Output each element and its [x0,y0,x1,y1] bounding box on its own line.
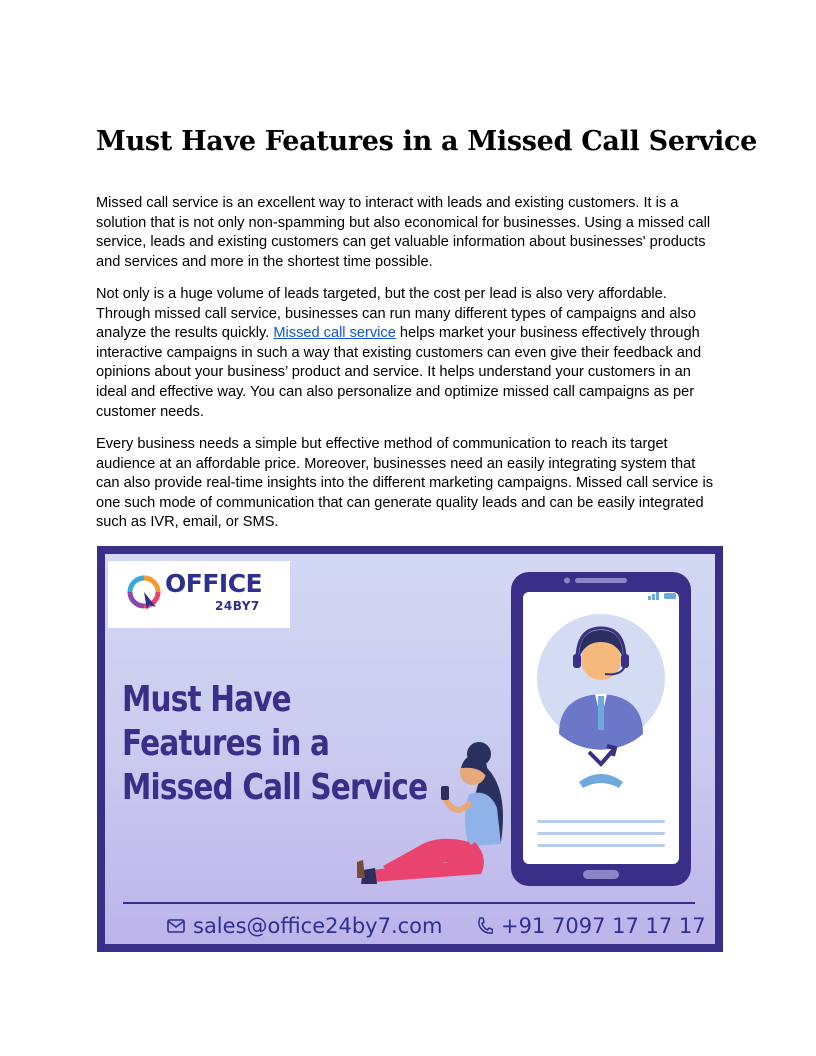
paragraph-benefits-text-1: Not only is a huge volume of leads targeted, but the cost per lead is also very affordable. Through missed call service, businesses can run many different types of campaigns and also analyze the results quickly. [96,286,697,342]
logo-main-text: OFFICE [165,569,263,598]
contact-email [167,914,443,938]
woman-with-phone-illustration [349,738,519,898]
missed-call-service-link[interactable]: Missed call service [273,325,396,342]
paragraph-intro: Missed call service is an excellent way to interact with leads and existing customers. It is a solution that is not only non-spamming but also economical for businesses. Using a missed call service, leads and existing customers can get valuable information about businesses' products and services and more in the shortest time possible. [96,195,711,270]
logo-q-icon [127,575,161,611]
banner-headline-line-2: Features in a [122,723,330,764]
smartphone-illustration [509,570,693,890]
promo-banner-image [97,546,723,952]
paragraph-benefits [96,285,720,422]
contact-phone-text: +91 7097 17 17 17 [501,914,706,938]
paragraph-integration: Every business needs a simple but effective method of communication to reach its target audience at an affordable price. Moreover, businesses need an easily integrating system that can also provide real-time insights into the different marketing campaigns. Missed call service is one such mode of communication that can generate quality leads and can be easily integrated such as IVR, email, or SMS. [96,436,713,531]
banner-headline-line-1: Must Have [122,679,291,720]
banner-divider [123,902,695,904]
paragraph-benefits-text-2: helps market your business effectively through interactive campaigns in such a way that existing customers can even give their feedback and opinions about your business’ product and service. It helps understand your customers in an ideal and effective way. You can also personalize and optimize missed call campaigns as per customer needs. [96,325,702,420]
contact-email-text: sales@office24by7.com [193,914,443,938]
envelope-icon [167,919,185,933]
logo-sub-text: 24BY7 [215,599,260,613]
phone-icon [477,917,493,935]
banner-headline-line-3: Missed Call Service [122,767,428,808]
office24by7-logo [108,561,290,628]
page-title: Must Have Features in a Missed Call Service [96,126,757,157]
contact-phone [477,914,706,938]
